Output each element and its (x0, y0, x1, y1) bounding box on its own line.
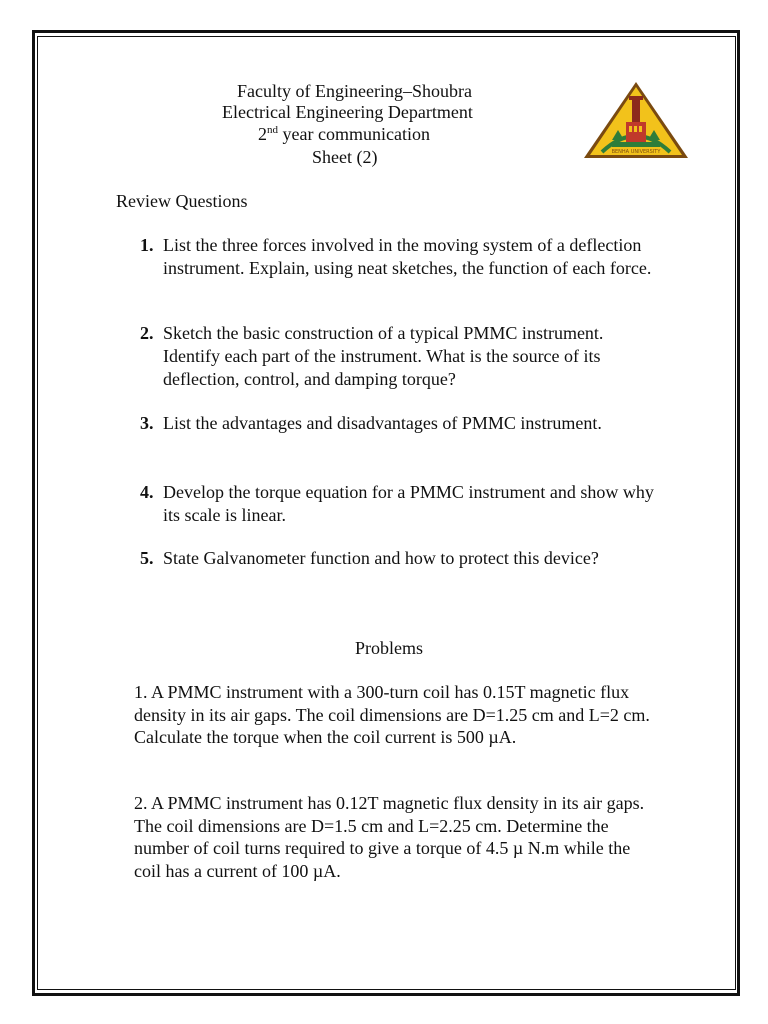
department-name: Electrical Engineering Department (222, 102, 473, 122)
question-text: List the advantages and disadvantages of PMMC instrument. (163, 413, 602, 433)
question-text: State Galvanometer function and how to protect this device? (163, 548, 599, 568)
sheet-number: Sheet (2) (312, 147, 378, 167)
question-text: Develop the torque equation for a PMMC instrument and show why its scale is linear. (163, 482, 654, 525)
review-question (140, 322, 660, 391)
benha-university-logo-icon (582, 80, 690, 162)
year-number: 2 (258, 124, 267, 144)
logo-tower-top (629, 96, 643, 100)
question-number: 3. (140, 413, 154, 433)
faculty-name: Faculty of Engineering–Shoubra (237, 81, 472, 101)
review-question (140, 547, 660, 570)
question-text: List the three forces involved in the moving system of a deflection instrument. Explain, using neat sketches, the function of each force. (163, 235, 652, 278)
problem-item: 2. A PMMC instrument has 0.12T magnetic flux density in its air gaps. The coil dimensions are D=1.5 cm and L=2.25 cm. Determine the number of coil turns required to give a torque of 4.5 µ N.m while the coil has a current of 100 µA. (134, 793, 645, 881)
year-suffix: nd (267, 124, 278, 136)
question-number: 1. (140, 235, 154, 255)
review-question (140, 481, 660, 527)
review-question (140, 412, 660, 435)
problems-title: Problems (355, 638, 424, 658)
logo-caption: BENHA UNIVERSITY (611, 149, 661, 155)
review-questions-title: Review Questions (116, 191, 248, 211)
problem-item: 1. A PMMC instrument with a 300-turn coil has 0.15T magnetic flux density in its air gaps. The coil dimensions are D=1.25 cm and L=2 cm. Calculate the torque when the coil current is 500 µA. (134, 682, 650, 747)
year-line (258, 123, 430, 145)
question-number: 2. (140, 323, 154, 343)
year-text: year communication (278, 124, 430, 144)
review-question (140, 234, 660, 280)
question-number: 4. (140, 482, 154, 502)
question-number: 5. (140, 548, 154, 568)
question-text: Sketch the basic construction of a typical PMMC instrument. Identify each part of the instrument. What is the source of its deflection, control, and damping torque? (163, 323, 604, 389)
logo-base (612, 142, 660, 147)
